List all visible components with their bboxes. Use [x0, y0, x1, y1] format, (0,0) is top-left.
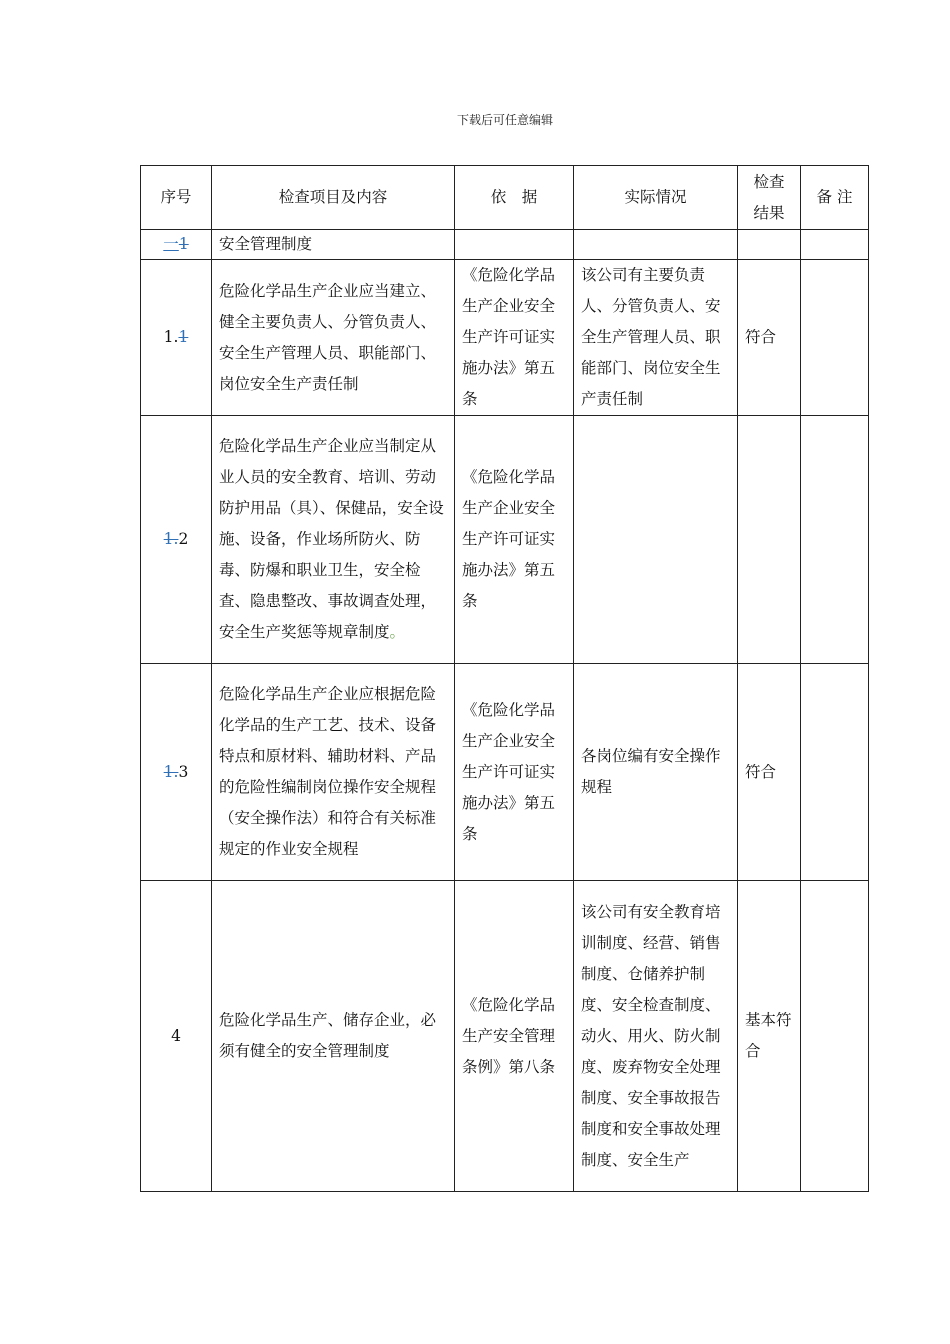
row-item: 危险化学品生产、储存企业，必须有健全的安全管理制度	[212, 881, 455, 1192]
header-actual: 实际情况	[574, 166, 738, 230]
header-seq: 序号	[141, 166, 212, 230]
row-basis: 《危险化学品生产安全管理条例》第八条	[455, 881, 574, 1192]
section-empty-cell	[738, 230, 801, 260]
row-remark	[801, 664, 869, 881]
row-remark	[801, 260, 869, 416]
revision-mark: 。	[389, 623, 406, 641]
row-item: 危险化学品生产企业应当建立、健全主要负责人、分管负责人、安全生产管理人员、职能部门、岗位安全生产责任制	[212, 260, 455, 416]
row-seq: 1.1	[141, 260, 212, 416]
table-row	[141, 416, 869, 664]
row-remark	[801, 881, 869, 1192]
row-remark	[801, 416, 869, 664]
row-item: 危险化学品生产企业应当制定从业人员的安全教育、培训、劳动防护用品（具）、保健品，安全设施、设备，作业场所防火、防毒、防爆和职业卫生，安全检查、隐患整改、事故调查处理，安全生产奖惩等规章制度。	[212, 416, 455, 664]
header-basis: 依 据	[455, 166, 574, 230]
header-result	[738, 166, 801, 230]
section-seq-inserted: 一	[163, 235, 179, 253]
row-basis: 《危险化学品生产企业安全生产许可证实施办法》第五条	[455, 260, 574, 416]
row-actual	[574, 416, 738, 664]
header-result-line2: 结果	[753, 203, 785, 222]
row-seq: 1.2	[141, 416, 212, 664]
header-item: 检查项目及内容	[212, 166, 455, 230]
header-remark: 备 注	[801, 166, 869, 230]
row-result: 符合	[738, 260, 801, 416]
row-result: 基本符合	[738, 881, 801, 1192]
table-row	[141, 260, 869, 416]
row-actual: 各岗位编有安全操作规程	[574, 664, 738, 881]
section-empty-cell	[801, 230, 869, 260]
section-empty-cell	[455, 230, 574, 260]
row-result	[738, 416, 801, 664]
row-seq: 4	[141, 881, 212, 1192]
section-empty-cell	[574, 230, 738, 260]
table-row	[141, 664, 869, 881]
row-item: 危险化学品生产企业应根据危险化学品的生产工艺、技术、设备特点和原材料、辅助材料、产品的危险性编制岗位操作安全规程（安全操作法）和符合有关标准规定的作业安全规程	[212, 664, 455, 881]
section-row	[141, 230, 869, 260]
header-note: 下载后可任意编辑	[456, 113, 553, 127]
row-seq: 1.3	[141, 664, 212, 881]
row-result: 符合	[738, 664, 801, 881]
header-result-line1: 检查	[753, 172, 785, 191]
inspection-table	[140, 165, 869, 1192]
table-header-row	[141, 166, 869, 230]
section-seq-deleted: 1	[178, 235, 189, 253]
row-basis: 《危险化学品生产企业安全生产许可证实施办法》第五条	[455, 416, 574, 664]
row-actual: 该公司有主要负责人、分管负责人、安全生产管理人员、职能部门、岗位安全生产责任制	[574, 260, 738, 416]
table-row	[141, 881, 869, 1192]
section-title: 安全管理制度	[212, 230, 455, 260]
row-actual: 该公司有安全教育培训制度、经营、销售制度、仓储养护制度、安全检查制度、动火、用火、防火制度、废弃物安全处理制度、安全事故报告制度和安全事故处理制度、安全生产	[574, 881, 738, 1192]
row-basis: 《危险化学品生产企业安全生产许可证实施办法》第五条	[455, 664, 574, 881]
section-seq	[141, 230, 212, 260]
